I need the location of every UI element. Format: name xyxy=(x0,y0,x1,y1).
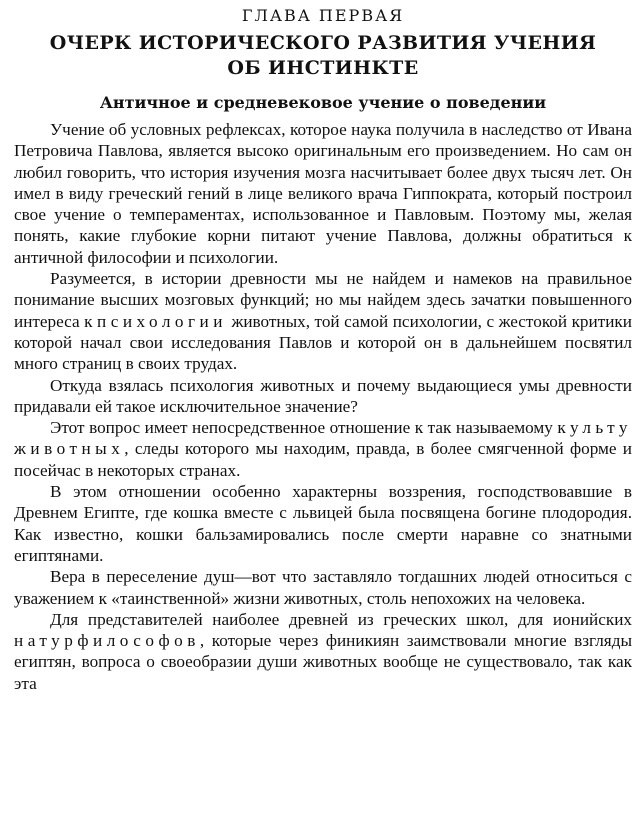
paragraph-3: Откуда взялась психология животных и почему выдающиеся умы древности придавали ей такое исключительное значение? xyxy=(14,375,632,416)
paragraph-6: Вера в переселение душ—вот что заставляло тогдашних людей относиться с уважением к «таинственной» жизни животных, столь непохожих на человека. xyxy=(14,567,632,608)
paragraph-2-part-b: животных, той самой психологии, с жестокой критики которой начал свои исследования Павлов и которой он в дальнейшем посвятил много страниц в своих трудах. xyxy=(14,311,632,374)
chapter-title xyxy=(14,31,632,81)
paragraph-7-part-b: , которые через финикиян заимствовали многие взгляды египтян, вопроса о своеобразии души животных вообще не существовало, так как эта xyxy=(14,631,632,693)
paragraph-5: В этом отношении особенно характерны воззрения, господствовавшие в Древнем Египте, где кошка вместе с львицей была посвящена богине плодородия. Как известно, кошки бальзамировались после смерти наравне со знатными египтянами. xyxy=(14,482,632,565)
paragraph-2 xyxy=(14,268,632,374)
body-text xyxy=(14,119,632,694)
paragraph-1: Учение об условных рефлексах, которое наука получила в наследство от Ивана Петровича Павлова, является высоко оригинальным его произведением. Но сам он любил говорить, что история изучения мозга насчитывает более двух тысяч лет. Он имел в виду греческий гений в лице великого врача Гиппократа, который построил свое учение о темпераментах, использованное и Павловым. Поэтому мы, желая понять, какие глубокие корни питают учение Павлова, должны обратиться к античной философии и психологии. xyxy=(14,120,632,267)
paragraph-4-spaced-term: культу животных xyxy=(14,418,632,459)
chapter-title-line1: ОЧЕРК ИСТОРИЧЕСКОГО РАЗВИТИЯ УЧЕНИЯ xyxy=(49,32,597,54)
chapter-label: ГЛАВА ПЕРВАЯ xyxy=(241,6,405,25)
section-title: Античное и средневековое учение о поведении xyxy=(99,93,547,112)
paragraph-2-spaced-term: психологии xyxy=(97,311,227,331)
paragraph-4 xyxy=(14,417,632,481)
paragraph-7-spaced-term: натурфилософов xyxy=(14,631,200,651)
paragraph-4-part-b: , следы которого мы находим, правда, в более смягченной форме и посейчас в некоторых странах. xyxy=(14,439,632,480)
chapter-title-line2: ОБ ИНСТИНКТЕ xyxy=(227,57,419,79)
paragraph-2-part-a: Разумеется, в истории древности мы не найдем и намеков на правильное понимание высших мозговых функций; но мы найдем здесь зачатки повышенного интереса к xyxy=(14,269,632,331)
paragraph-7-part-a: Для представителей наиболее древней из греческих школ, для ионийских xyxy=(50,609,632,629)
paragraph-4-part-a: Этот вопрос имеет непосредственное отношение к так называемому xyxy=(50,418,558,438)
paragraph-7 xyxy=(14,609,632,694)
